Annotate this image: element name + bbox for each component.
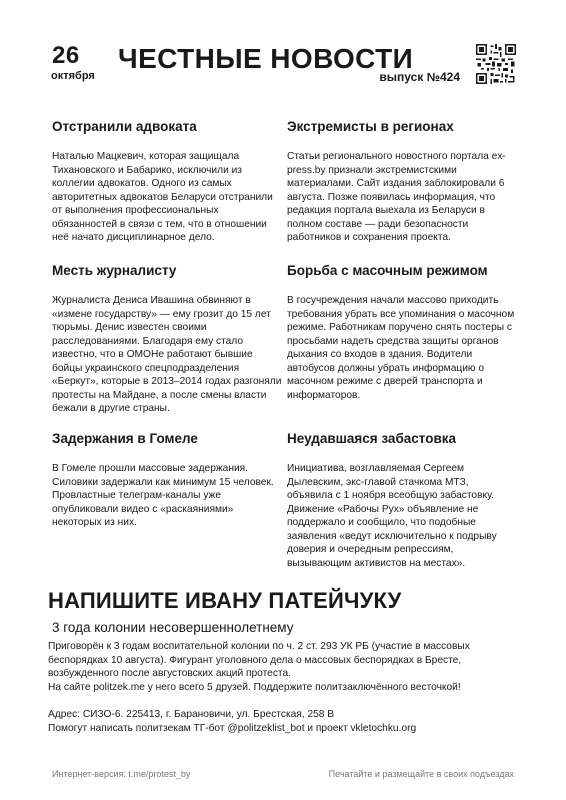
article-text: Статьи регионального новостного портала ex-press.by признали экстремистскими материалами. Сайт издания заблокировали 6 августа. Позже появилась информация, что редакция портала выехала из Беларуси в полном составе — ради безопасности работников и сохранения проекта.: [287, 151, 506, 243]
article-failed-strike: [287, 431, 517, 570]
date-day: 26: [52, 42, 80, 69]
prison-address: Адрес: СИЗО-6. 225413, г. Барановичи, ул. Брестская, 258 В: [48, 709, 335, 720]
footer-web-version: Интернет-версия: t.me/protest_by: [52, 769, 191, 779]
article-title: Задержания в Гомеле: [52, 431, 198, 446]
article-title: Экстремисты в регионах: [287, 119, 454, 134]
contact-info: [48, 708, 528, 735]
article-title: Месть журналисту: [52, 263, 177, 278]
article-title: Отстранили адвоката: [52, 119, 197, 134]
footer-print-note: Печатайте и размещайте в своих подъездах: [328, 769, 514, 779]
appeal-body: [48, 640, 528, 694]
article-text: В госучреждения начали массово приходить требования убрать все упоминания о масочном режиме. Работникам поручено снять постеры с просьбами надеть средства защиты органов дыхания со входов в здания. Водители автобусов должны убрать информацию о масочном режиме с дверей транспорта и информаторов.: [287, 295, 515, 401]
appeal-line: Приговорён к 3 годам воспитательной колонии по ч. 2 ст. 293 УК РБ (участие в массовых: [48, 641, 470, 652]
qr-code-icon: [476, 44, 516, 84]
article-extremists-regions: [287, 119, 517, 245]
article-text: Наталью Мацкевич, которая защищала Тихановского и Бабарико, исключили из коллегии адвокатов. Одного из самых авторитетных адвокатов Беларуси отстранили от выполнения профессиональных обязанностей в связи с тем, что в отношении неё начато дисциплинарное дело.: [52, 151, 273, 243]
article-text: В Гомеле прошли массовые задержания. Силовики задержали как минимум 15 человек. Провластные телеграм-каналы уже опубликовали видео с «раскаяниями» некоторых из них.: [52, 463, 274, 528]
appeal-line: беспорядках 10 августа). Фигурант уголовного дела о массовых беспорядках в Бресте,: [48, 654, 462, 666]
article-text: Журналиста Дениса Ивашина обвиняют в «измене государству» — ему грозит до 15 лет тюрьмы. Денис известен своими расследованиями. Благодаря ему стало известно, что в ОМОНе работают бывшие бойцы украинского спецподразделения «Беркут», которые в 2013–2014 годах разгоняли протесты на Майдане, а после смены власти бежали в другие страны.: [52, 295, 282, 414]
article-lawyer-suspended: [52, 119, 282, 245]
masthead: [48, 42, 518, 90]
date-month: октября: [51, 70, 95, 82]
appeal-line: возбужденного после августовских акций протеста.: [48, 668, 291, 679]
appeal-title: НАПИШИТЕ ИВАНУ ПАТЕЙЧУКУ: [48, 588, 402, 613]
article-mask-regime: [287, 263, 517, 402]
article-title: Неудавшаяся забастовка: [287, 431, 457, 446]
article-title: Борьба с масочным режимом: [287, 263, 488, 278]
newspaper-title: ЧЕСТНЫЕ НОВОСТИ: [118, 43, 414, 74]
article-journalist-revenge: [52, 263, 282, 416]
appeal-line: На сайте politzek.me у него всего 5 друзей. Поддержите политзаключённого весточкой!: [48, 681, 461, 693]
issue-number: выпуск №424: [379, 70, 460, 84]
article-text: Инициатива, возглавляемая Сергеем Дылевским, экс-главой стачкома МТЗ, объявила с 1 ноября всеобщую забастовку. Движение «Рабочы Рух» объявление не поддержало и сообщило, что подобные заявления «ведут исключительно к подрыву доверия и очередным репрессиям, вызывающим активистов на местах».: [287, 463, 497, 569]
help-contacts: Помогут написать политзекам ТГ-бот @politzeklist_bot и проект vkletochku.org: [48, 722, 417, 734]
article-gomel-detentions: [52, 431, 282, 530]
appeal-subtitle: 3 года колонии несовершеннолетнему: [52, 620, 294, 635]
